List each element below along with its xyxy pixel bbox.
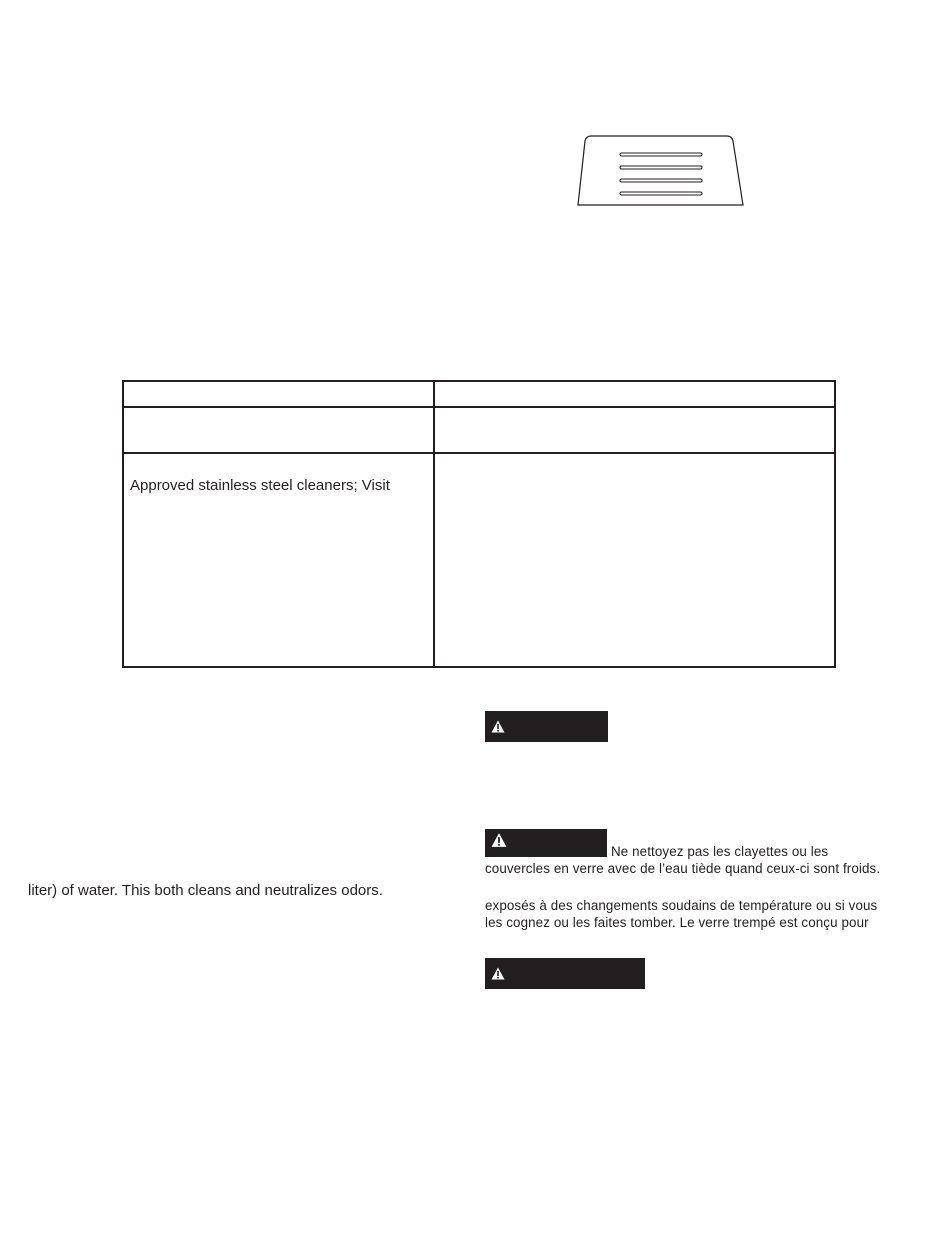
warning-text-line: couvercles en verre avec de l’eau tiède quand ceux-ci sont froids.: [485, 861, 881, 876]
table-border-right: [834, 380, 836, 668]
table-cell: Approved stainless steel cleaners; Visit: [130, 477, 390, 494]
vent-grille-icon: [575, 133, 747, 209]
warning-label: [485, 958, 645, 989]
table-row-divider: [122, 452, 836, 454]
warning-text-line: les cognez ou les faites tomber. Le verre trempé est conçu pour: [485, 915, 869, 930]
table-border-top: [122, 380, 836, 382]
table-border-bottom: [122, 666, 836, 668]
warning-triangle-icon: [491, 967, 505, 980]
table-header-divider: [122, 406, 836, 408]
warning-triangle-icon: [491, 832, 507, 848]
warning-label: [485, 711, 608, 742]
table-column-divider: [433, 380, 435, 668]
warning-triangle-icon: [491, 720, 505, 733]
vent-slot: [620, 192, 702, 195]
paragraph-text: liter) of water. This both cleans and neutralizes odors.: [28, 882, 383, 899]
warning-label: [485, 829, 607, 857]
warning-text-line: exposés à des changements soudains de température ou si vous: [485, 898, 878, 913]
vent-slot: [620, 179, 702, 182]
warning-text-line: Ne nettoyez pas les clayettes ou les: [611, 844, 829, 859]
vent-slot: [620, 153, 702, 156]
vent-slot: [620, 166, 702, 169]
table-border-left: [122, 380, 124, 668]
